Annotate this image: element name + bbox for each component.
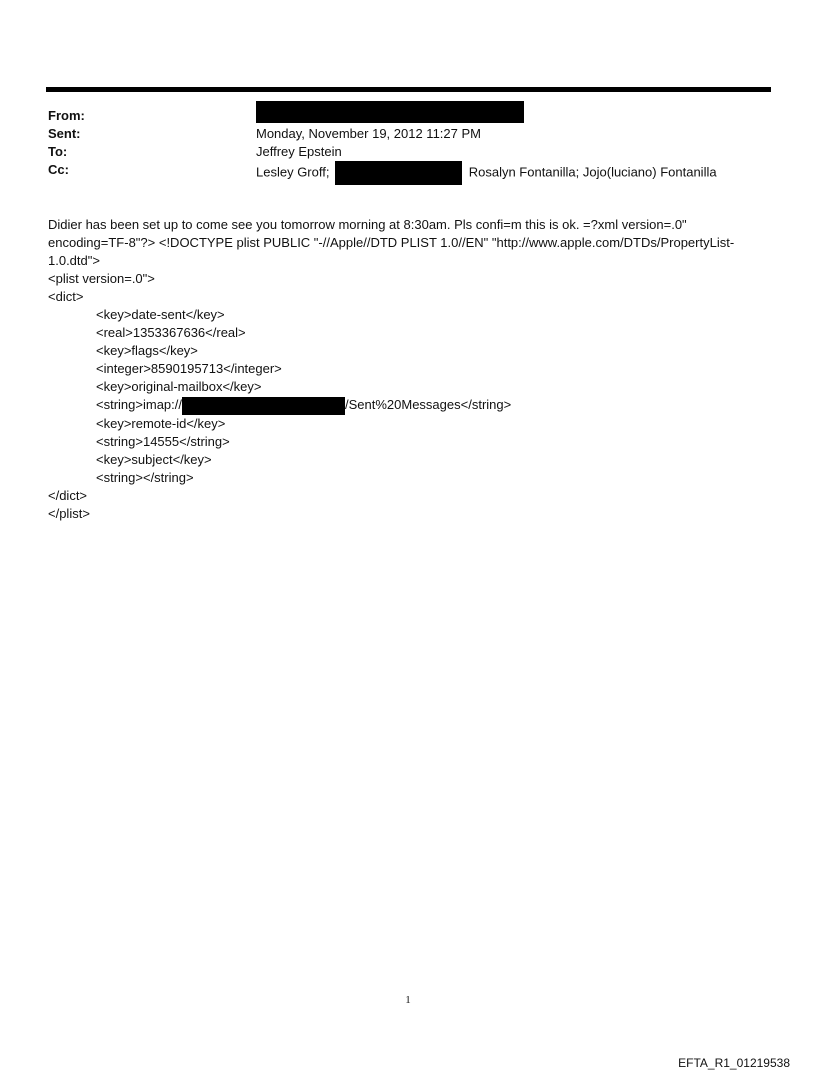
body-line: <integer>8590195713</integer>: [96, 361, 282, 376]
body-line: <plist version=.0">: [48, 271, 155, 286]
body-line: <key>remote-id</key>: [96, 415, 226, 431]
to-value: Jeffrey Epstein: [256, 144, 342, 159]
imap-prefix: <string>imap://: [96, 397, 182, 412]
from-redaction: [256, 101, 524, 123]
body-line: encoding=TF-8"?> <!DOCTYPE plist PUBLIC "-//Apple//DTD PLIST 1.0//EN" "http://www.apple.com/DTDs/PropertyList-: [48, 235, 735, 250]
body-line: </dict>: [48, 487, 88, 503]
imap-suffix: /Sent%20Messages</string>: [345, 397, 512, 412]
cc-label: Cc:: [48, 162, 69, 177]
page-number: 1: [405, 994, 411, 1006]
cc-value-2: Rosalyn Fontanilla; Jojo(luciano) Fontanilla: [468, 164, 717, 180]
sent-value: Monday, November 19, 2012 11:27 PM: [256, 126, 481, 141]
body-line: [48, 396, 760, 415]
to-label: To:: [48, 144, 68, 159]
body-line: </plist>: [48, 505, 90, 521]
top-rule: [46, 87, 771, 92]
body-line: <key>flags</key>: [96, 343, 198, 358]
cc-redaction: [335, 161, 462, 185]
body-line: <string>14555</string>: [96, 433, 230, 449]
imap-redaction: [182, 397, 345, 415]
body-line: 1.0.dtd">: [48, 253, 100, 268]
email-body: [48, 216, 760, 523]
body-line: <real>1353367636</real>: [96, 325, 246, 340]
body-line: <string></string>: [96, 469, 194, 485]
body-line: <dict>: [48, 289, 84, 304]
body-line: <key>date-sent</key>: [96, 307, 225, 322]
body-line: <key>original-mailbox</key>: [96, 379, 262, 394]
body-line: Didier has been set up to come see you tomorrow morning at 8:30am. Pls confi=m this is ok. =?xml version=.0": [48, 217, 687, 232]
bates-number: EFTA_R1_01219538: [678, 1056, 790, 1070]
body-line: <key>subject</key>: [96, 451, 212, 467]
sent-label: Sent:: [48, 126, 81, 141]
cc-value-1: Lesley Groff;: [256, 164, 330, 180]
from-label: From:: [48, 108, 85, 123]
